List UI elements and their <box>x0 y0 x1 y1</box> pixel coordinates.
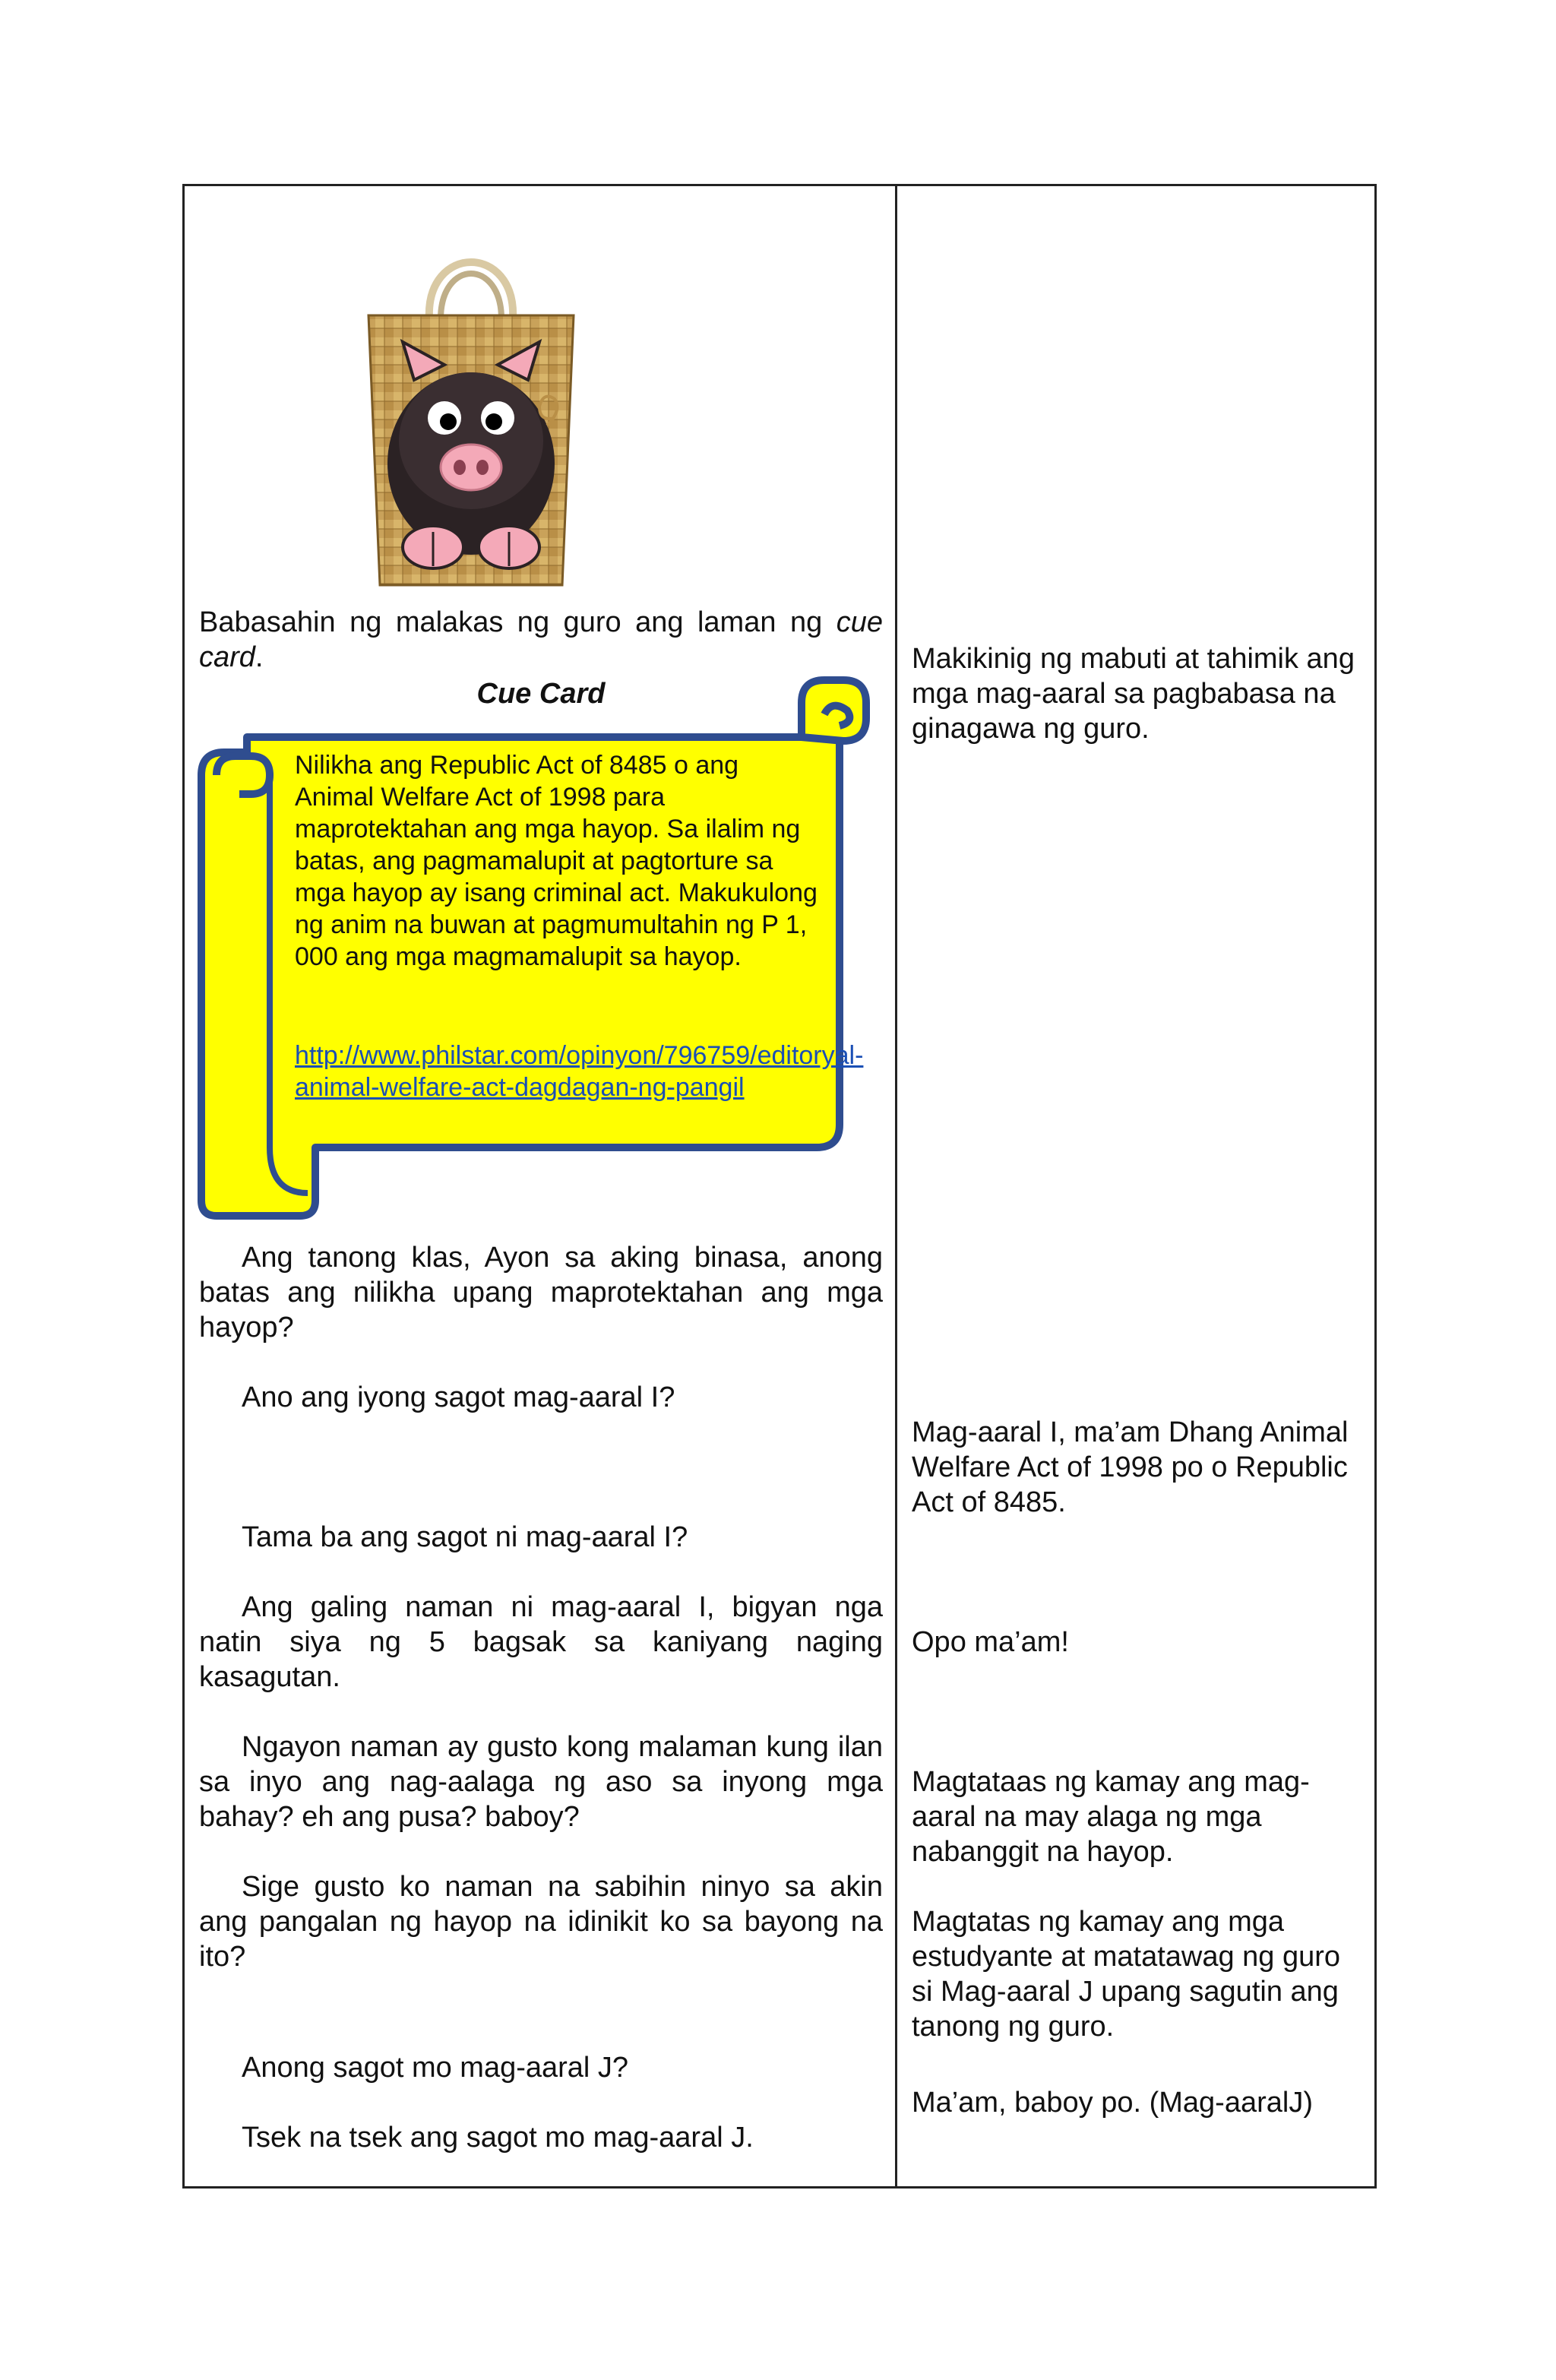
cue-card-text: Nilikha ang Republic Act of 8485 o ang Animal Welfare Act of 1998 para maprotektahan ang mga hayop. Sa ilalim ng batas, ang pagmamalupit at pagtorture sa mga hayop ay isang criminal act. Makukulong ng anim na buwan at pagmumultahin ng P 1, 000 ang mga magmamalupit sa hayop. <box>295 751 818 971</box>
response-listen: Makikinig ng mabuti at tahimik ang mga mag-aaral sa pagbabasa na ginagawa ng guro. <box>912 643 1355 745</box>
question-correct: Tama ba ang sagot ni mag-aaral I? <box>242 1521 688 1553</box>
response-answer-i: Mag-aaral I, ma’am Dhang Animal Welfare Act of 1998 po o Republic Act of 8485. <box>912 1416 1349 1518</box>
question-answer-i: Ano ang iyong sagot mag-aaral I? <box>242 1381 675 1413</box>
praise-student-j: Tsek na tsek ang sagot mo mag-aaral J. <box>242 2122 754 2154</box>
praise-student: Ang galing naman ni mag-aaral I, bigyan nga natin siya ng 5 bagsak sa kaniyang naging kasagutan. <box>199 1591 883 1693</box>
response-opo: Opo ma’am! <box>912 1626 1069 1658</box>
cue-card-title: Cue Card <box>476 678 606 710</box>
intro-text: Babasahin ng malakas ng guro ang laman ng cue card. <box>199 606 883 673</box>
response-raise-hand: Magtataas ng kamay ang mag-aaral na may alaga ng mga nabanggit na hayop. <box>912 1766 1310 1868</box>
question-animal-name: Sige gusto ko naman na sabihin ninyo sa akin ang pangalan ng hayop na idinikit ko sa bayong na ito? <box>199 1871 883 1973</box>
question-pets: Ngayon naman ay gusto kong malaman kung ilan sa inyo ang nag-aalaga ng aso sa inyong mga bahay? eh ang pusa? baboy? <box>199 1731 883 1833</box>
cue-card-link[interactable]: http://www.philstar.com/opinyon/796759/editoryal-animal-welfare-act-dagdagan-ng-pangil <box>295 1041 864 1102</box>
question-law: Ang tanong klas, Ayon sa aking binasa, anong batas ang nilikha upang maprotektahan ang mga hayop? <box>199 1242 883 1343</box>
column-divider <box>895 184 897 2189</box>
response-students-raise: Magtatas ng kamay ang mga estudyante at matatawag ng guro si Mag-aaral J upang sagutin ang tanong ng guro. <box>912 1906 1341 2043</box>
question-answer-j: Anong sagot mo mag-aaral J? <box>242 2052 629 2084</box>
bayong-pig-image <box>357 228 585 593</box>
response-answer-j: Ma’am, baboy po. (Mag-aaralJ) <box>912 2087 1313 2119</box>
